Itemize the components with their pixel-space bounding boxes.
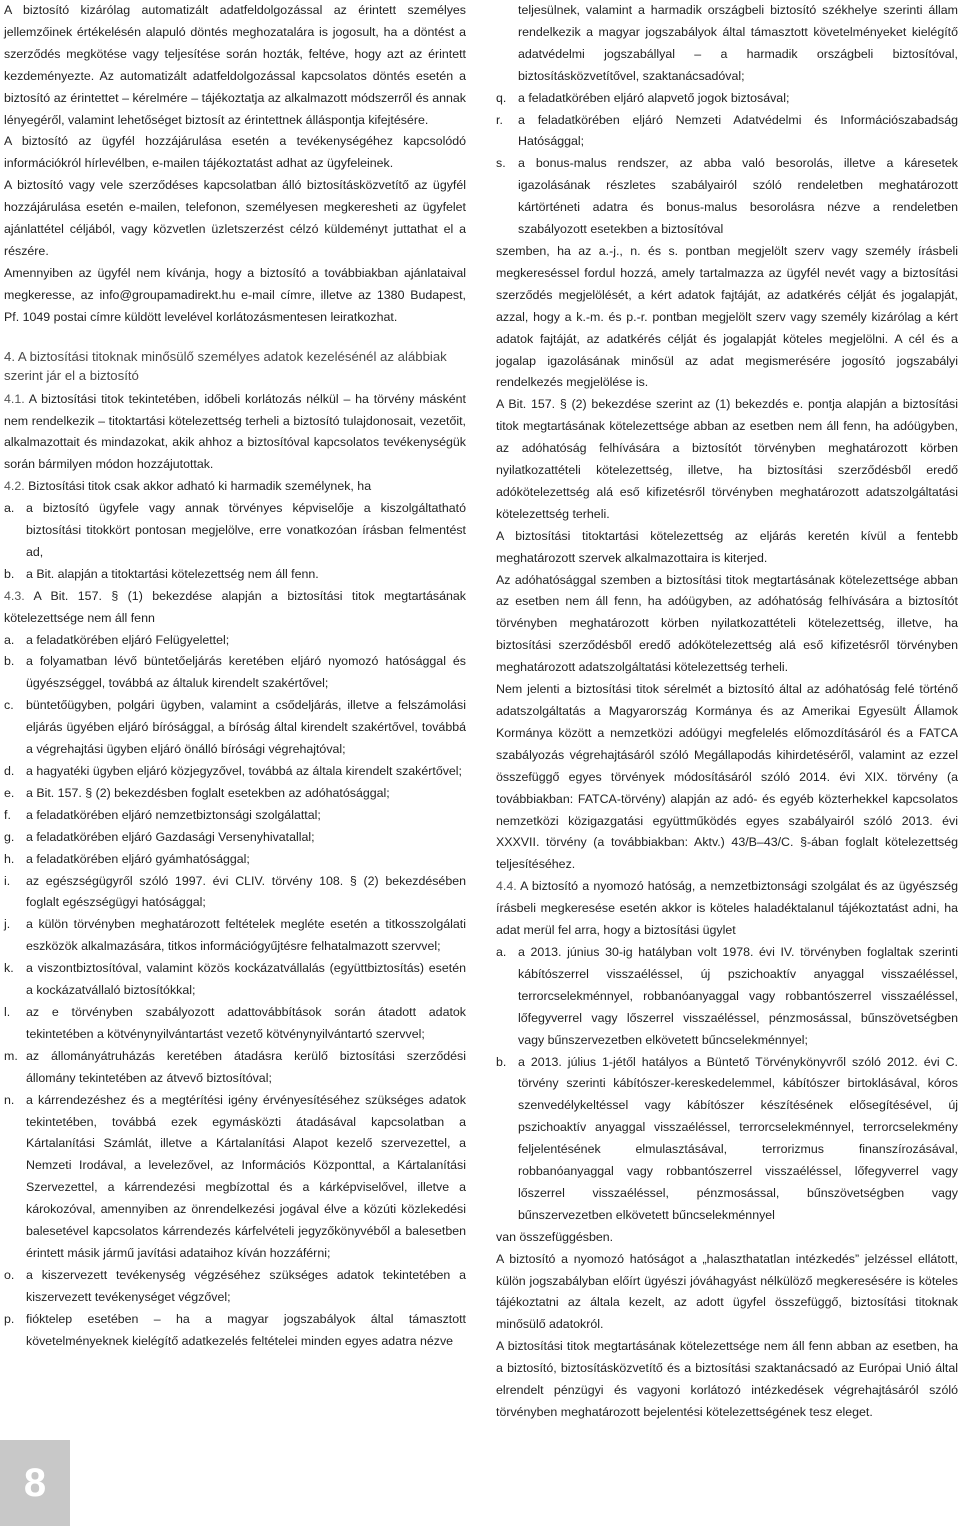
list-label: a. (4, 632, 15, 647)
list-text: a 2013. július 1-jétől hatályos a Büntető Törvénykönyvről szóló 2012. évi C. törvény szerinti kábítószer-kereskedelemmel, kábítószer birtoklásával, kóros szenvedélykeltéssel vagy kábítószer készítésének elősegítésével, új pszichoaktív anyaggal visszaéléssel, terrorcselekménnyel, terrorcselekmény feljelentésének elmulasztásával, terrorizmus finanszírozásával, robbanóanyaggal vagy robbantószerrel visszaéléssel, lőfegyverrel vagy lőszerrel visszaéléssel, pénzmosással, bűnszövetségben vagy bűnszervezetben elkövetett bűncselekménnyel (518, 1054, 958, 1222)
list-q-s (496, 88, 958, 241)
list-label: r. (496, 112, 503, 127)
list-label: q. (496, 90, 507, 105)
section-number: 4.4. (496, 879, 517, 894)
list-text: a viszontbiztosítóval, valamint közös kockázatvállalás (együttbiztosítás) esetén a kockázatvállaló biztosítókkal; (26, 961, 466, 998)
paragraph-direct-marketing: A biztosító vagy vele szerződéses kapcsolatban álló biztosításközvetítő az ügyfél hozzájárulása esetén e-mailen, telefonon, személyesen megkeresheti az ügyfelet ajánlattétel céljából, vagy közvetlen üzletszerzést célzó küldeményt juttathat el a részére. (4, 178, 466, 258)
paragraph-4-2 (4, 476, 466, 498)
list-label: g. (4, 829, 15, 844)
section-number: 4.2. (4, 479, 25, 494)
paragraph-bit-157: A Bit. 157. § (2) bekezdése szerint az (1) bekezdés e. pontja alapján a biztosítási titok megtartásának kötelezettsége abban az esetben nem áll fenn, ha adóügyben, az adóhatóság felhívására a biztosítót törvényben meghatározott körben nyilatkozattételi kötelezettség, illetve, ha biztosítási szerződésből eredő adókötelezettség alá eső kifizetésről törvényben meghatározott adatszolgáltatási kötelezettség terheli. (496, 397, 958, 521)
paragraph-4-4 (496, 876, 958, 942)
list-label: e. (4, 785, 15, 800)
list-text: a bonus-malus rendszer, az abba való besorolás, illetve a káresetek igazolásának részletes szabályairól szóló rendeletben meghatározott kártörténeti adatra és bonus-malus besorolásra nézve a rendeletben szabályozott esetekben a biztosítóval (518, 156, 958, 237)
list-item (4, 630, 466, 652)
paragraph-urgent: A biztosító a nyomozó hatóságot a „halaszthatatlan intézkedés” jelzéssel ellátott, külön jogszabályban előírt ügyészi jóváhagyást nélkülöző megkeresésére is köteles tájékoztatni az általa kezelt, az adott ügyfel összefüggő, biztosítási titoknak minősülő adatokról. (496, 1251, 958, 1332)
paragraph-4-3 (4, 586, 466, 630)
list-text: a 2013. június 30-ig hatályban volt 1978. évi IV. törvényben foglaltak szerinti kábítószerrel visszaéléssel, új pszichoaktív anyaggal visszaéléssel, terrorcselekménnyel, robbanóanyaggal vagy robbantószerrel visszaéléssel, lőfegyverrel vagy lőszerrel visszaéléssel, pénzmosással, bűnszövetségben vagy bűnszervezetben elkövetett bűncselekménnyel; (518, 944, 958, 1047)
list-label: f. (4, 807, 11, 822)
list-4-4 (496, 942, 958, 1227)
right-column (496, 0, 958, 1424)
paragraph-text: A biztosító a nyomozó hatóság, a nemzetbiztonsági szolgálat és az ügyészség írásbeli megkeresése esetén akkor is köteles haladéktalanul tájékoztatást adni, ha adat merül fel arra, hogy a biztosítási ügylet (496, 879, 958, 938)
list-4-3 (4, 630, 466, 1353)
list-label: b. (496, 1054, 507, 1069)
list-text: a hagyatéki ügyben eljáró közjegyzővel, továbbá az általa kirendelt szakértővel; (26, 764, 462, 778)
paragraph-text: Biztosítási titok csak akkor adható ki harmadik személynek, ha (28, 479, 372, 494)
list-item (496, 88, 958, 110)
list-text: a Bit. 157. § (2) bekezdésben foglalt esetekben az adóhatósággal; (26, 785, 390, 800)
list-label: s. (496, 156, 506, 171)
list-text: a feladatkörében eljáró Felügyelettel; (26, 632, 230, 647)
list-text: a feladatkörében eljáró gyámhatósággal; (26, 851, 250, 866)
list-item (496, 110, 958, 154)
list-text: a folyamatban lévő büntetőeljárás keretében eljáró nyomozó hatósággal és ügyészséggel, továbbá az általuk kirendelt szakértővel; (26, 654, 466, 691)
paragraph-eu-sanctions: A biztosítási titok megtartásának kötelezettsége nem áll fenn abban az esetben, ha a biztosító, biztosításközvetítő és a biztosítási szaktanácsadó az Európai Unió által elrendelt pénzügyi és vagyoni korlátozó intézkedések végrehajtásáról szóló törvényben meghatározott bejelentési kötelezettségének tesz eleget. (496, 1339, 958, 1419)
list-item (4, 1265, 466, 1309)
section-number: 4.3. (4, 588, 25, 603)
paragraph-newsletter: A biztosító az ügyfél hozzájárulása esetén a tevékenységéhez kapcsolódó információkról hírlevélben, e-mailen tájékoztatást adhat az ügyfeleinek. (4, 134, 466, 171)
list-item (4, 871, 466, 915)
list-text: fióktelep esetében – ha a magyar jogszabályok által támasztott követelményeknek kielégítő adatkezelés feltételei minden egyes adatra nézve (26, 1311, 466, 1348)
list-text: a Bit. alapján a titoktartási kötelezettség nem áll fenn. (26, 566, 319, 581)
list-item (4, 651, 466, 695)
list-label: c. (4, 698, 14, 713)
list-label: d. (4, 764, 15, 778)
list-item (4, 827, 466, 849)
paragraph-fatca: Nem jelenti a biztosítási titok sérelmét a biztosító által az adóhatóság felé történő adatszolgáltatás a Magyarország Kormánya és az Amerikai Egyesült Államok Kormánya között a nemzetközi adóügyi megfelelés előmozdításáról és a FATCA szabályozás végrehajtásáról szóló Megállapodás kihirdetéséről, valamint az ezzel összefüggő egyes törvények módosításáról szóló 2014. évi XIX. törvény (a továbbiakban: FATCA-törvény) alapján az adó- és egyéb közterhekkel kapcsolatos nemzetközi közigazgatási együttműködés egyes szabályairól szóló 2013. évi XXXVII. törvény (a továbbiakban: Aktv.) 43/B–43/C. §-ában foglalt kötelezettség teljesítéséhez. (496, 682, 958, 872)
paragraph-text: A Bit. 157. § (1) bekezdése alapján a biztosítási titok megtartásának kötelezettsége nem áll fenn (4, 588, 467, 625)
list-item (496, 942, 958, 1052)
paragraph-request: szemben, ha az a.-j., n. és s. pontban megjelölt szerv vagy személy írásbeli megkereséssel fordul hozzá, amely tartalmazza az ügyfél nevét vagy a biztosítási szerződés megjelölését, a kért adatok fajtáját, az adatkérés célját és jogalapját, azzal, hogy a k.-m. és p.-r. pontban megjelölt szerv vagy személy kizárólag a kért adatok fajtáját, az adatkérés célját és jogalapját köteles megjelölni. A cél és a jogalap igazolásának minősül az adat megismerésére jogosító jogszabályi rendelkezés megjelölése is. (496, 243, 958, 390)
paragraph-text: A biztosítási titok tekintetében, időbeli korlátozás nélkül – ha törvény másként nem rendelkezik – titoktartási kötelezettség terheli a biztosító tulajdonosait, vezetőit, alkalmazottait és mindazokat, akik ahhoz a biztosítóval kapcsolatos tevékenységük során bármilyen módon hozzájutottak. (4, 391, 466, 472)
list-label: b. (4, 654, 15, 669)
list-text: a biztosító ügyfele vagy annak törvényes képviselője a kiszolgáltatható biztosítási titokkört pontosan megjelölve, erre vonatkozóan írásban felmentést ad, (26, 501, 466, 559)
list-label: o. (4, 1267, 15, 1282)
list-item (4, 1090, 466, 1265)
list-text: a feladatkörében eljáró alapvető jogok biztosával; (518, 90, 790, 105)
list-item (4, 695, 466, 761)
list-4-2 (4, 498, 466, 586)
list-label: a. (496, 944, 507, 959)
list-label: k. (4, 961, 14, 976)
list-item (4, 498, 466, 564)
list-item (496, 1052, 958, 1227)
paragraph-tax-authority: Az adóhatósággal szemben a biztosítási titok megtartásának kötelezettsége abban az esetben nem áll fenn, ha adóügyben, az adóhatóság felhívására a biztosítót törvényben meghatározott körben nyilatkozattételi kötelezettség, illetve, ha biztosítási szerződésből eredő adókötelezettség alá eső kifizetésről törvényben meghatározott adatszolgáltatási kötelezettség terheli. (496, 572, 958, 675)
list-label: i. (4, 873, 11, 888)
list-item (4, 783, 466, 805)
list-item (4, 1046, 466, 1090)
list-item (4, 849, 466, 871)
paragraph-automated-decision: A biztosító kizárólag automatizált adatfeldolgozással az érintett személyes jellemzőinek értékelésén alapuló döntés meghozatalára is jogosult, ha a döntést a szerződés megkötése vagy teljesítése során hozták, feltéve, hogy azt az érintett kezdeményezte. Az automatizált adatfeldolgozással kapcsolatos döntés esetén a biztosító az érintettet – kérelmére – tájékoztatja az alkalmazott módszerről és annak lényegéről, valamint lehetőséget biztosít az érintettnek álláspontja kifejtésére. (4, 3, 466, 127)
list-item (496, 153, 958, 241)
list-text: a külön törvényben meghatározott feltételek megléte esetén a titkosszolgálati eszközök alkalmazására, titkos információgyűjtésre felhatalmazott szervvel; (26, 917, 466, 954)
list-text: az állományátruházás keretében átadásra kerülő biztosítási szerződési állomány tekintetében az átvevő biztosítóval; (26, 1048, 466, 1085)
paragraph-unsubscribe: Amennyiben az ügyfél nem kívánja, hogy a biztosító a továbbiakban ajánlataival megkeresse, az info@groupamadirekt.hu e-mail címre, illetve az 1380 Budapest, Pf. 1049 postai címre küldött levelével korlátozásmentesen leiratkozhat. (4, 265, 466, 324)
list-text: az e törvényben szabályozott adattovábbítások során átadott adatok tekintetében a kötvénynyilvántartást vezető kötvénynyilvántartó szervvel; (26, 1004, 466, 1041)
section-4-heading: 4. A biztosítási titoknak minősülő személyes adatok kezelésénél az alábbiak szerint jár el a biztosító (4, 348, 447, 383)
list-item (4, 958, 466, 1002)
list-text: a kárrendezéshez és a megtérítési igény érvényesítéséhez szükséges adatok tekintetében, továbbá ezek egymásközti átadásával kapcsolatban a Kártalanítási Számlát, illetve a Kártalanítási Alapot kezelő szervezettel, a Nemzeti Irodával, a levelezővel, az Információs Központtal, a Kártalanítási Szervezettel, a kárrendezési megbízottal és a kárképviselővel, illetve a károkozóval, amennyiben az önrendelkezési jogával élve a közúti közlekedési balesetével kapcsolatos kárrendezés kárfelvételi jegyzőkönyvéből a balesetben érintett másik jármű javítási adataihoz kíván hozzáférni; (26, 1092, 466, 1260)
list-text: a feladatkörében eljáró nemzetbiztonsági szolgálattal; (26, 807, 321, 822)
list-text: a feladatkörében eljáró Nemzeti Adatvédelmi és Információszabadság Hatósággal; (518, 112, 958, 149)
list-text: a kiszervezett tevékenység végzéséhez szükséges adatok tekintetében a kiszervezett tevékenységet végzővel; (26, 1267, 466, 1304)
list-label: h. (4, 851, 15, 866)
list-item (4, 1309, 466, 1353)
list-item (4, 564, 466, 586)
list-item (4, 805, 466, 827)
list-text: büntetőügyben, polgári ügyben, valamint a csődeljárás, illetve a felszámolási eljárás ügyében eljáró bírósággal, a bíróság által kirendelt szakértővel, továbbá a végrehajtási ügyben eljáró önálló bírósági végrehajtóval; (26, 698, 466, 757)
list-label: l. (4, 1004, 11, 1019)
section-number: 4.1. (4, 391, 25, 406)
list-label: m. (4, 1048, 18, 1063)
paragraph-continuation: teljesülnek, valamint a harmadik országbeli biztosító székhelye szerinti állam rendelkezik a magyar jogszabályok által támasztott követelményeket kielégítő adatvédelmi jogszabállyal – a harmadik országbeli biztosítóval, biztosításközvetítővel, szaktanácsadóval; (518, 3, 958, 83)
list-item (4, 761, 466, 783)
list-label: a. (4, 501, 15, 516)
list-label: p. (4, 1311, 15, 1326)
paragraph-employees: A biztosítási titoktartási kötelezettség az eljárás keretén kívül a fentebb meghatározott szervek alkalmazottaira is kiterjed. (496, 528, 958, 565)
list-label: b. (4, 566, 15, 581)
list-item (4, 1002, 466, 1046)
left-column (4, 0, 466, 1352)
page-number: 8 (0, 1440, 70, 1526)
paragraph-4-1 (4, 389, 466, 477)
list-text: a feladatkörében eljáró Gazdasági Versenyhivatallal; (26, 829, 315, 844)
paragraph-related: van összefüggésben. (496, 1229, 614, 1244)
list-label: n. (4, 1092, 15, 1107)
list-text: az egészségügyről szóló 1997. évi CLIV. törvény 108. § (2) bekezdésében foglalt egészségügyi hatósággal; (26, 873, 466, 910)
list-label: j. (4, 917, 11, 932)
list-item (4, 914, 466, 958)
